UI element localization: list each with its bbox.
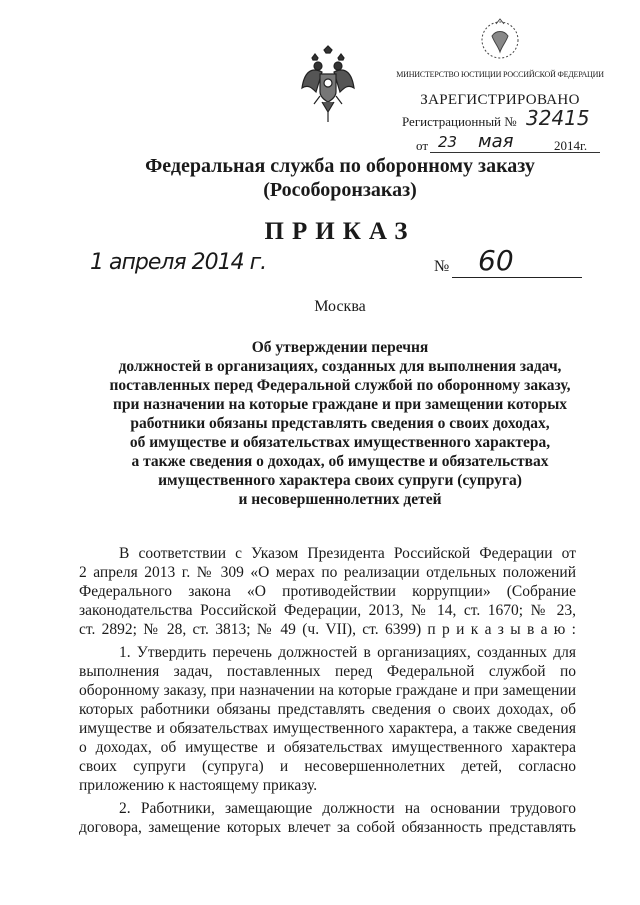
order-number-label: № [434,258,450,275]
body-line: о доходах, об имуществе и обязательствах имущественного характера [79,739,576,756]
agency-header [90,154,590,202]
double-headed-eagle-emblem-icon [300,44,356,130]
body-line: оборонному заказу, при назначении на которые граждане и при замещении [79,682,576,699]
ministry-seal-icon [478,16,522,66]
stamp-date-day: 23 [438,133,458,151]
body-line: выполнения задач, поставленных перед Федеральной службой по [79,663,576,680]
stamp-registered-label: ЗАРЕГИСТРИРОВАНО [420,92,580,108]
stamp-ministry-name: МИНИСТЕРСТВО ЮСТИЦИИ РОССИЙСКОЙ ФЕДЕРАЦИИ [396,70,604,79]
body-line: договора, замещение которых влечет за собой обязанность представлять [79,819,576,836]
clause-1-paragraph [79,643,576,795]
title-line: Об утверждении перечня [251,339,429,356]
body-line: своих супруги (супруга) и несовершеннолетних детей, согласно [79,758,576,775]
body-line: В соответствии с Указом Президента Российской Федерации от [119,545,576,562]
stamp-date-prefix: от [416,138,429,153]
body-line: законодательства Российской Федерации, 2013, № 14, ст. 1670; № 23, [79,602,576,619]
body-line: приложению к настоящему приказу. [79,777,318,794]
stamp-number-value: 32415 [526,106,590,130]
stamp-date-month: мая [478,131,514,152]
title-line: поставленных перед Федеральной службой по оборонному заказу, [109,377,571,394]
order-number: 60 [478,244,514,277]
body-line: Федерального закона «О противодействии коррупции» (Собрание [79,583,576,600]
stamp-number-row [402,106,590,130]
order-body [79,544,576,841]
body-line: ст. 2892; № 28, ст. 3813; № 49 (ч. VII), ст. 6399) п р и к а з ы в а ю : [79,621,576,638]
document-type-heading: ПРИКАЗ [264,218,416,245]
registration-stamp [394,16,606,153]
order-date: 1 апреля 2014 г. [90,250,267,275]
stamp-date-underline [430,152,600,153]
stamp-date-row [416,131,588,154]
title-line: а также сведения о доходах, об имуществе и обязательствах [131,453,549,470]
city: Москва [314,298,366,315]
body-line: имуществе и обязательствах имущественного характера, а также сведения [79,720,576,737]
order-title [60,338,620,509]
title-line: работники обязаны представлять сведения о своих доходах, [130,415,550,432]
title-line: и несовершеннолетних детей [238,491,442,508]
title-line: должностей в организациях, созданных для выполнения задач, [118,358,562,375]
body-line: которых работники обязаны представлять сведения о своих доходах, об [79,701,576,718]
order-number-underline [452,277,582,278]
preamble-paragraph [79,544,576,639]
title-line: при назначении на которые граждане и при замещении которых [112,396,568,413]
body-line: 2 апреля 2013 г. № 309 «О мерах по реализации отдельных положений [79,564,576,581]
body-line: 1. Утвердить перечень должностей в организациях, созданных для [119,644,576,661]
clause-2-paragraph [79,799,576,837]
stamp-number-label: Регистрационный № [402,114,517,129]
agency-name: Федеральная служба по оборонному заказу [145,155,535,177]
stamp-date-year: 2014г. [554,138,588,153]
title-line: имущественного характера своих супруги (супруга) [158,472,522,489]
body-line: 2. Работники, замещающие должности на основании трудового [119,800,576,817]
agency-short-name: (Рособоронзаказ) [263,179,417,201]
title-line: об имуществе и обязательствах имущественного характера, [129,434,551,451]
